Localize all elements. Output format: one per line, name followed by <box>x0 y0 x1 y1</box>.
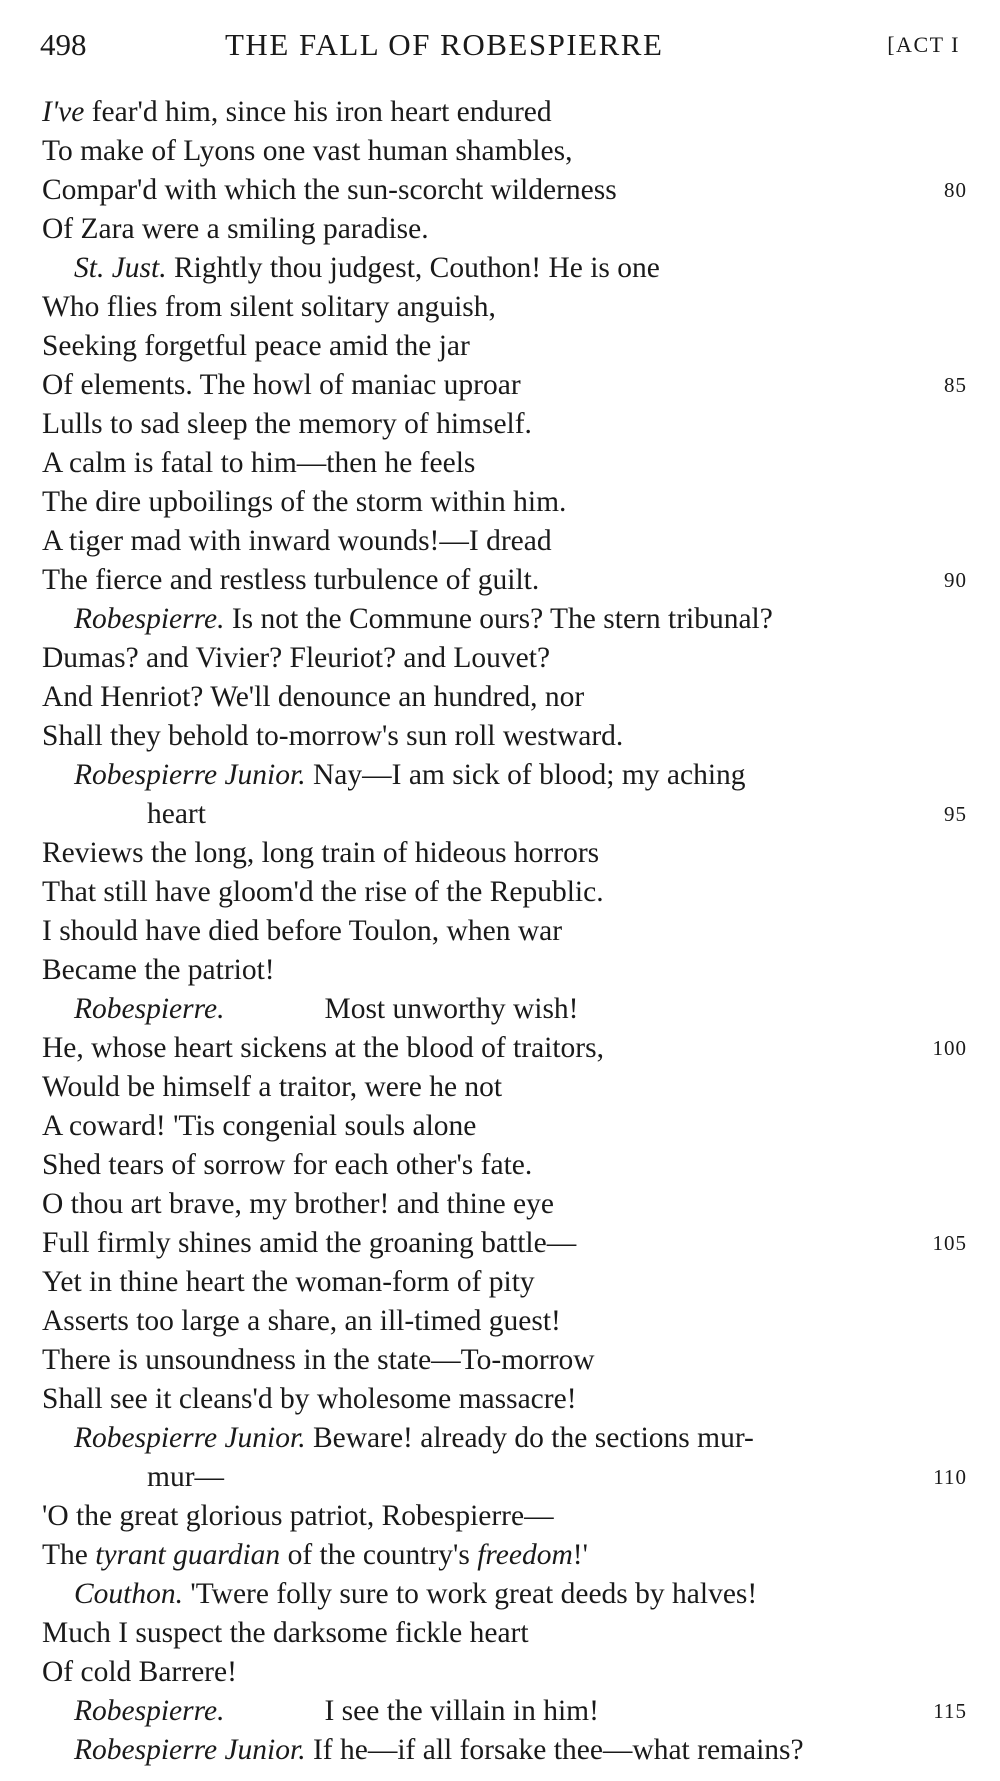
verse-line: Of elements. The howl of maniac uproar 85 <box>42 366 967 405</box>
verse-line: I've fear'd him, since his iron heart endured <box>42 96 552 128</box>
verse-line: Compar'd with which the sun-scorcht wilderness 80 <box>42 171 967 210</box>
line-number: 90 <box>944 568 967 592</box>
verse-line: Robespierre Junior. Nay—I am sick of blood; my aching <box>74 759 746 791</box>
verse-line: And Henriot? We'll denounce an hundred, nor <box>42 681 585 713</box>
verse-line: Robespierre. I see the villain in him! 115 <box>42 1692 967 1731</box>
verse-line: Couthon. 'Twere folly sure to work great deeds by halves! <box>74 1578 758 1610</box>
verse-line: Dumas? and Vivier? Fleuriot? and Louvet? <box>42 642 551 674</box>
line-number: 105 <box>932 1231 967 1255</box>
speaker-name: Robespierre Junior. <box>74 1734 306 1766</box>
verse-line: The dire upboilings of the storm within him. <box>42 486 567 518</box>
verse-line: O thou art brave, my brother! and thine eye <box>42 1188 554 1220</box>
verse-line: Robespierre. Most unworthy wish! <box>74 993 579 1025</box>
verse-line: A coward! 'Tis congenial souls alone <box>42 1110 477 1142</box>
verse-line: Seeking forgetful peace amid the jar <box>42 330 470 362</box>
speaker-name: Robespierre Junior. <box>74 759 306 791</box>
verse-line: Robespierre Junior. If he—if all forsake thee—what remains? <box>74 1734 804 1766</box>
line-number: 100 <box>932 1036 967 1060</box>
line-number: 80 <box>944 178 967 202</box>
verse-line: I should have died before Toulon, when war <box>42 915 563 947</box>
verse-line: Became the patriot! <box>42 954 275 986</box>
verse-line: Would be himself a traitor, were he not <box>42 1071 503 1103</box>
speaker-name: Robespierre Junior. <box>74 1422 306 1454</box>
verse-line: He, whose heart sickens at the blood of traitors, 100 <box>42 1029 967 1068</box>
act-label: [ACT I <box>887 32 960 57</box>
verse-text <box>42 93 967 1770</box>
verse-line: Robespierre Junior. Beware! already do the sections mur- <box>74 1422 754 1454</box>
verse-line: To make of Lyons one vast human shambles, <box>42 135 573 167</box>
verse-line: heart 95 <box>42 795 967 834</box>
verse-line: 'O the great glorious patriot, Robespierre— <box>42 1500 554 1532</box>
verse-line: Shed tears of sorrow for each other's fate. <box>42 1149 533 1181</box>
line-number: 85 <box>944 373 967 397</box>
speaker-name: Robespierre. <box>74 1695 225 1727</box>
verse-line: mur— 110 <box>42 1458 967 1497</box>
verse-line: Who flies from silent solitary anguish, <box>42 291 496 323</box>
line-number: 110 <box>933 1465 967 1489</box>
speaker-name: St. Just. <box>74 252 167 284</box>
verse-line: Yet in thine heart the woman-form of pity <box>42 1266 535 1298</box>
verse-line: A tiger mad with inward wounds!—I dread <box>42 525 552 557</box>
verse-line: Lulls to sad sleep the memory of himself. <box>42 408 532 440</box>
speaker-name: Robespierre. <box>74 603 225 635</box>
verse-line: The fierce and restless turbulence of guilt. 90 <box>42 561 967 600</box>
verse-line: Shall see it cleans'd by wholesome massacre! <box>42 1383 577 1415</box>
verse-line: Full firmly shines amid the groaning battle— 105 <box>42 1224 967 1263</box>
page-number: 498 <box>40 27 87 62</box>
speaker-name: Robespierre. <box>74 993 225 1025</box>
line-number: 115 <box>933 1699 967 1723</box>
speaker-name: Couthon. <box>74 1578 183 1610</box>
verse-line: Much I suspect the darksome fickle heart <box>42 1617 529 1649</box>
verse-line: There is unsoundness in the state—To-morrow <box>42 1344 595 1376</box>
line-number: 95 <box>944 802 967 826</box>
running-title: THE FALL OF ROBESPIERRE <box>225 27 664 62</box>
verse-line: That still have gloom'd the rise of the Republic. <box>42 876 604 908</box>
verse-line: The tyrant guardian of the country's freedom!' <box>42 1539 588 1571</box>
verse-line: Of cold Barrere! <box>42 1656 237 1688</box>
verse-line: Robespierre. Is not the Commune ours? The stern tribunal? <box>74 603 773 635</box>
verse-line: St. Just. Rightly thou judgest, Couthon! He is one <box>74 252 660 284</box>
verse-line: Of Zara were a smiling paradise. <box>42 213 429 245</box>
verse-line: Asserts too large a share, an ill-timed guest! <box>42 1305 561 1337</box>
verse-line: Shall they behold to-morrow's sun roll westward. <box>42 720 624 752</box>
running-header <box>40 20 960 70</box>
verse-line: A calm is fatal to him—then he feels <box>42 447 476 479</box>
verse-line: Reviews the long, long train of hideous horrors <box>42 837 600 869</box>
